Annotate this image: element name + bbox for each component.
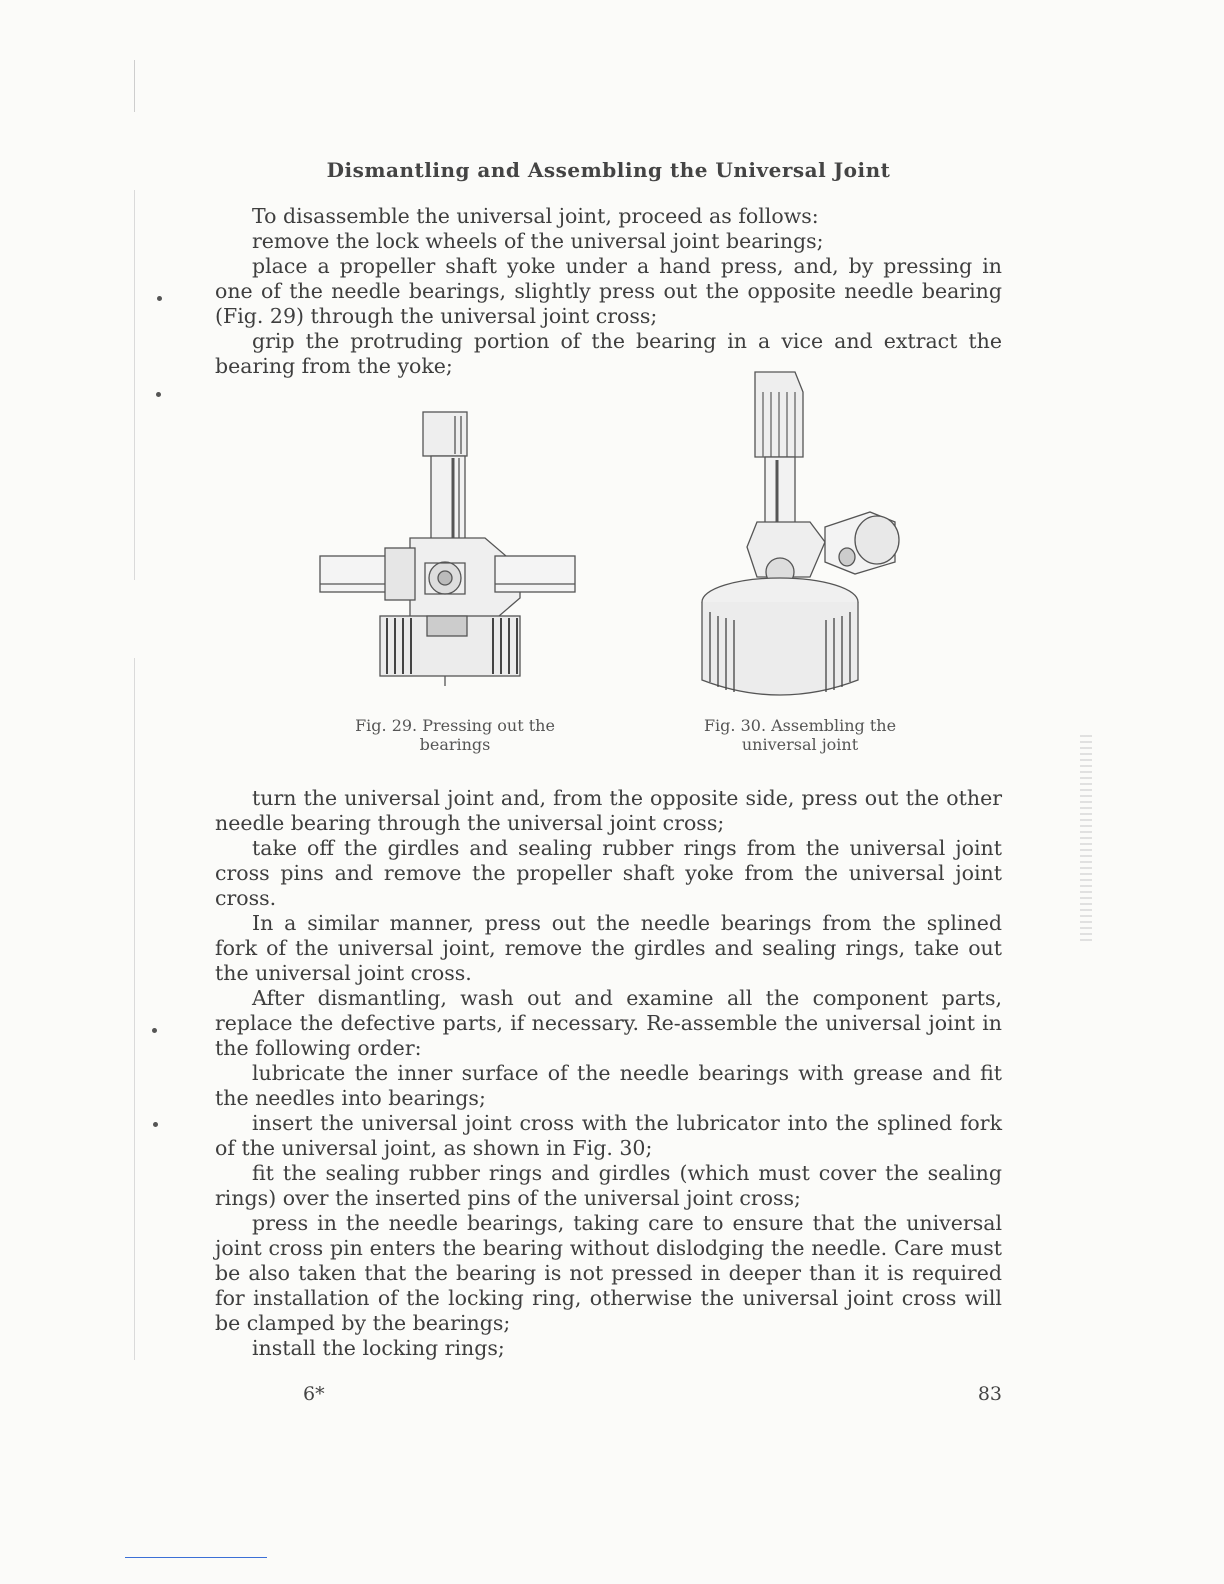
scan-dot xyxy=(157,296,162,301)
paragraph: grip the protruding portion of the bearing in a vice and extract the bearing from the yoke; xyxy=(215,329,1002,378)
universal-joint-assembling-drawing xyxy=(685,362,925,702)
paragraph: install the locking rings; xyxy=(252,1336,505,1360)
figure-29-caption: Fig. 29. Pressing out the bearings xyxy=(355,716,555,754)
scan-dot xyxy=(153,1122,158,1127)
scan-dot xyxy=(152,1028,157,1033)
figure-30-illustration xyxy=(685,362,925,702)
scan-speckle xyxy=(1080,735,1092,945)
paragraph: In a similar manner, press out the needle bearings from the splined fork of the universal joint, remove the girdles and sealing rings, take out the universal joint cross. xyxy=(215,911,1002,985)
signature-mark: 6* xyxy=(303,1383,325,1405)
page-title: Dismantling and Assembling the Universal Joint xyxy=(326,158,891,182)
paragraph: press in the needle bearings, taking care to ensure that the universal joint cross pin enters the bearing without dislodging the needle. Care must be also taken that the bearing is not pressed in deeper than it is required for installation of the locking ring, otherwise the universal joint cross will be clamped by the bearings; xyxy=(215,1211,1002,1335)
figure-30-caption: Fig. 30. Assembling the universal joint xyxy=(703,716,897,754)
paragraph: After dismantling, wash out and examine all the component parts, replace the defective parts, if necessary. Re-assemble the universal joint in the following order: xyxy=(215,986,1002,1060)
page-number: 83 xyxy=(977,1383,1002,1405)
paragraph: turn the universal joint and, from the opposite side, press out the other needle bearing through the universal joint cross; xyxy=(215,786,1002,835)
bottom-rule xyxy=(125,1557,267,1558)
paragraph: fit the sealing rubber rings and girdles (which must cover the sealing rings) over the inserted pins of the universal joint cross; xyxy=(215,1161,1002,1210)
paragraph: take off the girdles and sealing rubber rings from the universal joint cross pins and remove the propeller shaft yoke from the universal joint cross. xyxy=(215,836,1002,910)
paragraph: To disassemble the universal joint, proceed as follows: xyxy=(252,204,819,228)
scan-dot xyxy=(156,392,161,397)
paragraph: place a propeller shaft yoke under a hand press, and, by pressing in one of the needle bearings, slightly press out the opposite needle bearing (Fig. 29) through the universal joint cross; xyxy=(215,254,1002,328)
figure-29-illustration xyxy=(305,398,595,693)
paragraph: remove the lock wheels of the universal joint bearings; xyxy=(252,229,824,253)
scan-margin-line xyxy=(134,60,135,1360)
universal-joint-pressing-drawing xyxy=(305,398,595,693)
paragraph: insert the universal joint cross with the lubricator into the splined fork of the universal joint, as shown in Fig. 30; xyxy=(215,1111,1002,1160)
paragraph: lubricate the inner surface of the needle bearings with grease and fit the needles into bearings; xyxy=(215,1061,1002,1110)
